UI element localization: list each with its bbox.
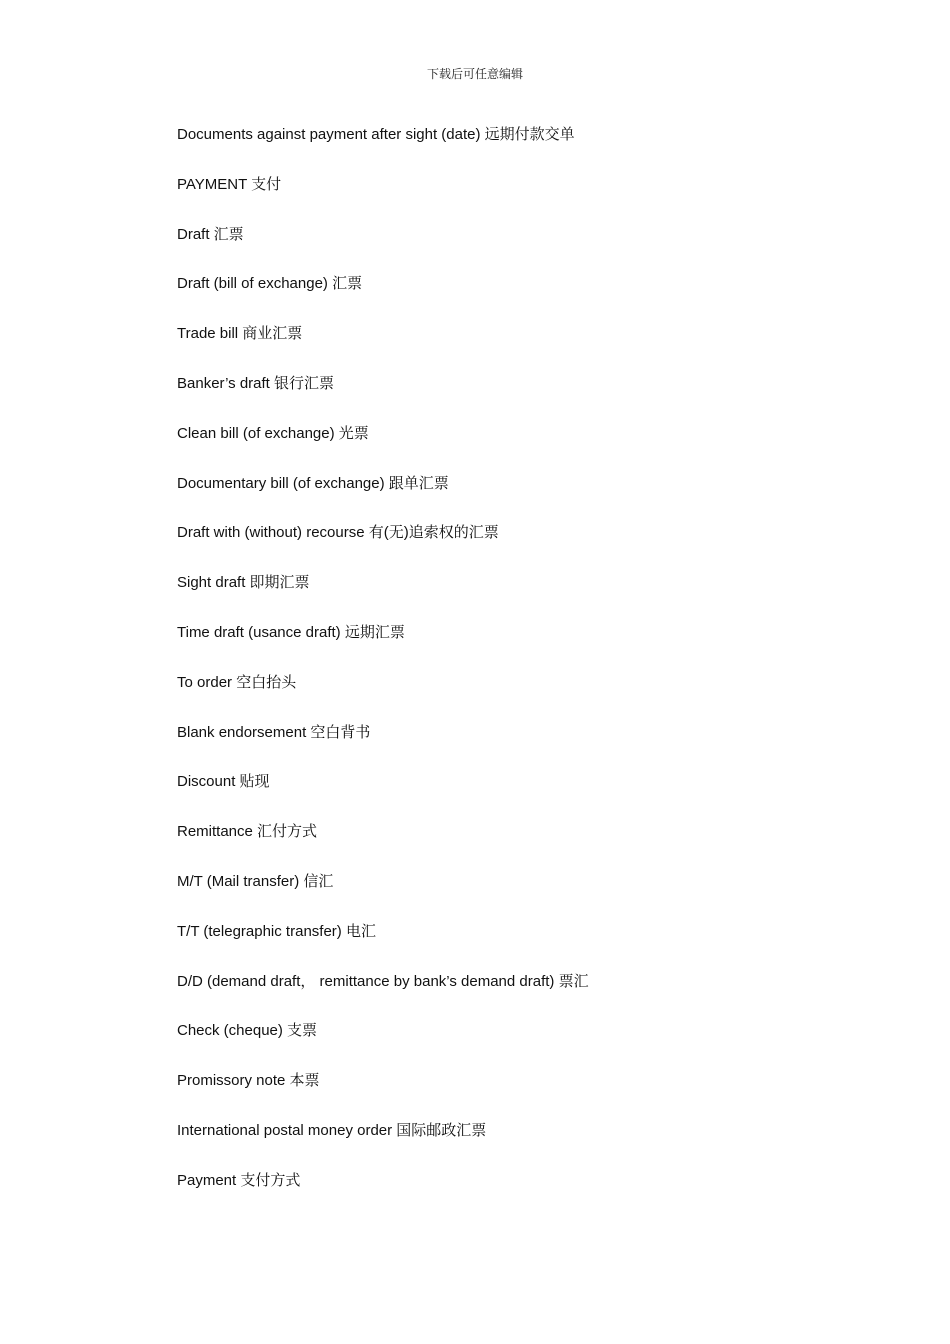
term-item: M/T (Mail transfer) 信汇 [177,872,334,890]
term-item: International postal money order 国际邮政汇票 [177,1121,487,1139]
term-item: Banker’s draft 银行汇票 [177,374,334,392]
term-item: T/T (telegraphic transfer) 电汇 [177,922,376,940]
term-item: Clean bill (of exchange) 光票 [177,424,369,442]
term-item: Documentary bill (of exchange) 跟单汇票 [177,474,449,492]
term-item: Documents against payment after sight (date) 远期付款交单 [177,126,575,143]
term-list [177,124,877,1220]
term-item: Time draft (usance draft) 远期汇票 [177,623,405,641]
term-item: Draft (bill of exchange) 汇票 [177,275,363,293]
page-header: 下载后可任意编辑 [426,67,523,81]
term-item: Draft with (without) recourse 有(无)追索权的汇票 [177,524,499,542]
term-item: Trade bill 商业汇票 [177,325,303,343]
term-item: Discount 贴现 [177,773,270,791]
term-item: Remittance 汇付方式 [177,823,318,841]
term-item: Payment 支付方式 [177,1171,301,1189]
term-item: Blank endorsement 空白背书 [177,723,371,741]
term-item: Check (cheque) 支票 [177,1022,318,1040]
term-item: To order 空白抬头 [177,673,297,691]
term-item: Promissory note 本票 [177,1072,320,1090]
term-item: PAYMENT 支付 [177,175,282,193]
term-item: D/D (demand draft， remittance by bank’s demand draft) 票汇 [177,972,589,990]
term-item: Sight draft 即期汇票 [177,574,310,592]
term-item: Draft 汇票 [177,225,244,243]
